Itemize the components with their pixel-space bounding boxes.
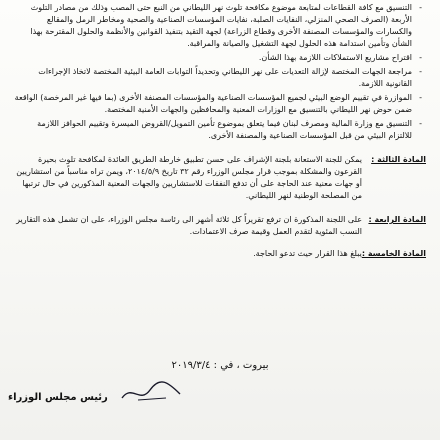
article-text: يبلغ هذا القرار حيث تدعو الحاجة. xyxy=(253,249,362,258)
article-four xyxy=(14,214,426,238)
article-three xyxy=(14,154,426,202)
list-item: - اقتراح مشاريع الاستملاكات اللازمة بهذا الشأن. xyxy=(14,52,412,64)
signature-title: رئيس مجلس الوزراء xyxy=(8,392,108,403)
list-item: - مراجعة الجهات المختصة لإزالة التعديات على نهر الليطاني وتحديداً التوابات العامة البيئية المختصة لاتخاذ الإجراءات القانونية اللازمة. xyxy=(14,66,412,90)
signature-scribble xyxy=(118,378,188,406)
list-item: - التنسيق مع كافة القطاعات لمتابعة موضوع مكافحة تلوث نهر الليطاني من النبع حتى المصب وذلك من مصادر التلوث الأربعة (الصرف الصحي المنزلي، النفايات الصلبة، نفايات المؤسسات الصناعية والصحية ومخاطر الرمل والمقالع والكسارات والمؤسسات المصنفة الأخرى وقطاع الزراعة) لجهة التقيد بتنفيذ القوانين والأنظمة والحلول المقترحة بهذا الشأن وتأمين استدامة هذه الحلول لجهة التشغيل والصيانة والمراقبة. xyxy=(14,2,412,50)
list-item: - التنسيق مع وزارة المالية ومصرف لبنان فيما يتعلق بموضوع تأمين التمويل/القروض الميسرة وتقييم الحوافز اللازمة للالتزام البيئي من قبل المؤسسات الصناعية والمصنفة الأخرى. xyxy=(14,118,412,142)
article-five xyxy=(14,248,426,260)
decision-text xyxy=(14,0,426,440)
article-label: المادة الخامسة : xyxy=(361,249,426,258)
tasks-list xyxy=(14,2,426,142)
article-text: على اللجنة المذكورة ان ترفع تقريراً كل ثلاثة أشهر الى رئاسة مجلس الوزراء، على ان تشمل هذه التقارير النسب المئوية لتقدم العمل وقيمة صرف الاعتمادات. xyxy=(16,215,362,236)
article-label: المادة الرابعة : xyxy=(368,215,426,224)
list-item: - الموازرة في تقييم الوضع البيئي لجميع المؤسسات الصناعية والمؤسسات المصنفة الأخرى (بما فيها غير المرخصة) الواقعة ضمن حوض نهر الليطاني بالتنسيق مع الوزارات المعنية والمحافظين والجهات الأمنية المختصة. xyxy=(14,92,412,116)
article-label: المادة الثالثة : xyxy=(371,155,426,164)
date-line: بيروت ، في : ٢٠١٩/٣/٤ xyxy=(171,360,269,371)
article-text: يمكن للجنة الاستعانة بلجنة الإشراف على حسن تطبيق خارطة الطريق العائدة لمكافحة تلوث بحيرة القرعون والمشكلة بموجب قرار مجلس الوزراء رقم ٣٢ تاريخ ٢٠١٤/٥/٩، ويمن تراه مناسباً من استشاريين أو جهات معنية عند الحاجة على أن تدفع النفقات للاستشاريين والجهات المعنية المذكورين في حال ترتبها من المصلحة الوطنية لنهر الليطاني. xyxy=(16,155,362,200)
